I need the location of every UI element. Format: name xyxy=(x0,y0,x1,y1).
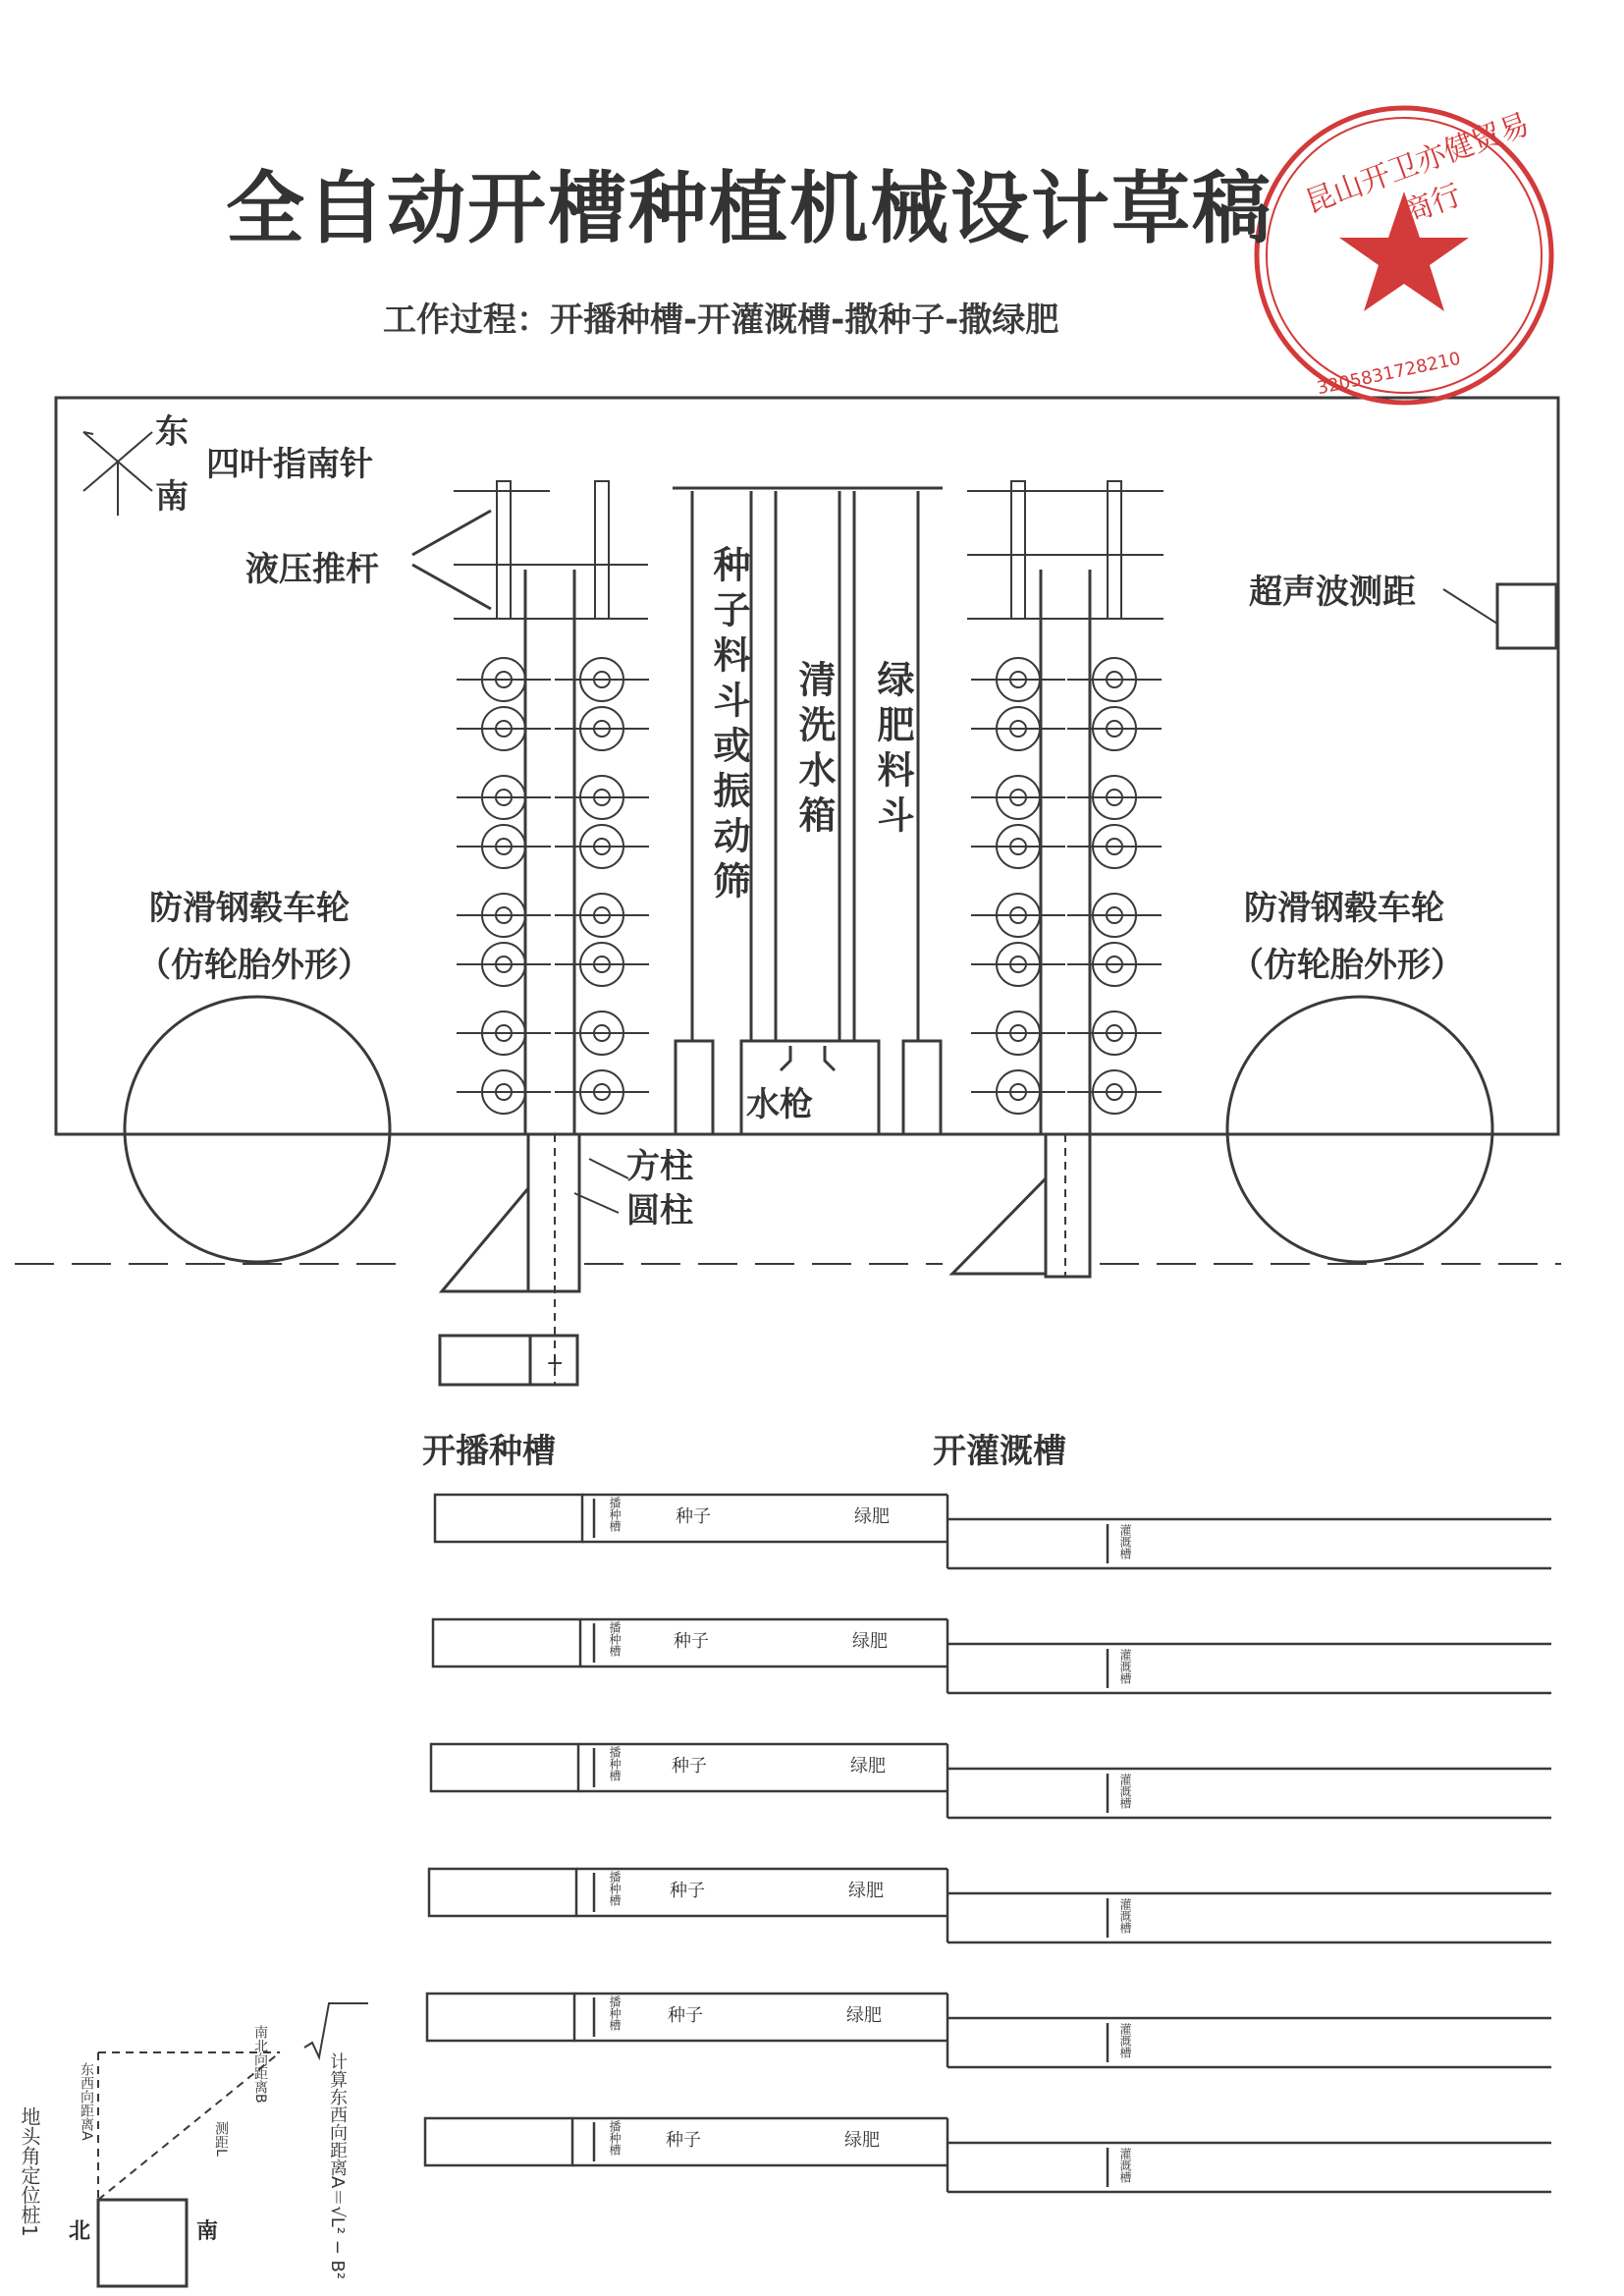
ns-distance-label: 南北向距离B xyxy=(252,2025,268,2104)
south-label: 南 xyxy=(196,2219,219,2244)
left-wheel-sublabel: （仿轮胎外形） xyxy=(137,946,371,985)
irrigation-depth-label: 灌溉槽 xyxy=(1118,1524,1132,1559)
trench-rows xyxy=(425,1495,1551,2192)
ultrasonic-label: 超声波测距 xyxy=(1249,573,1416,612)
seed-label: 种子 xyxy=(670,1881,705,1901)
page-title: 全自动开槽种植机械设计草稿 xyxy=(226,163,1272,254)
left-wheel-label: 防滑钢毂车轮 xyxy=(149,889,350,928)
fertilizer-label: 绿肥 xyxy=(852,1631,888,1652)
compass-icon xyxy=(83,432,152,516)
sow-trench-box xyxy=(433,1619,580,1667)
seed-label: 种子 xyxy=(676,1506,711,1527)
sow-trench-depth-label: 播种槽 xyxy=(608,2120,622,2156)
sow-trench-depth-label: 播种槽 xyxy=(608,1746,622,1781)
page-subtitle: 工作过程：开播种槽-开灌溉槽-撒种子-撒绿肥 xyxy=(383,301,1059,340)
square-post-label: 方柱 xyxy=(626,1147,693,1186)
sow-trench-box xyxy=(431,1744,578,1791)
left-wheel xyxy=(125,997,390,1262)
irrigation-depth-label: 灌溉槽 xyxy=(1118,1774,1132,1809)
sow-trench-depth-label: 播种槽 xyxy=(608,1995,622,2031)
hydraulic-label: 液压推杆 xyxy=(245,550,379,589)
sow-trench-box xyxy=(425,2118,572,2165)
seed-label: 种子 xyxy=(668,2005,703,2026)
irrigation-depth-label: 灌溉槽 xyxy=(1118,1898,1132,1934)
fertilizer-hopper-label: 绿肥料斗 xyxy=(871,660,914,841)
ultrasonic-sensor xyxy=(1497,584,1556,648)
compass-label: 四叶指南针 xyxy=(206,445,373,484)
fertilizer-label: 绿肥 xyxy=(844,2130,880,2151)
round-post-label: 圆柱 xyxy=(626,1191,693,1230)
sow-trench-depth-label: 播种槽 xyxy=(608,1621,622,1657)
irrigation-depth-label: 灌溉槽 xyxy=(1118,2148,1132,2183)
range-label: 测距L xyxy=(213,2121,229,2157)
north-label: 北 xyxy=(69,2219,91,2244)
irrigation-depth-label: 灌溉槽 xyxy=(1118,1649,1132,1684)
svg-text:+: + xyxy=(546,1351,565,1376)
right-wheel xyxy=(1227,997,1492,1262)
water-gun-label: 水枪 xyxy=(746,1085,813,1124)
right-wheel-label: 防滑钢毂车轮 xyxy=(1244,889,1444,928)
sow-trench-depth-label: 播种槽 xyxy=(608,1497,622,1532)
right-wheel-sublabel: （仿轮胎外形） xyxy=(1230,946,1464,985)
fertilizer-label: 绿肥 xyxy=(848,1881,884,1901)
sow-trench-box xyxy=(427,1994,574,2041)
seed-hopper-label: 种子料斗或振动筛 xyxy=(707,545,750,906)
sow-trench-depth-label: 播种槽 xyxy=(608,1871,622,1906)
sow-trench-box xyxy=(429,1869,576,1916)
compass-south-label: 南 xyxy=(155,477,189,517)
stamp-text: 昆山开卫亦健贸易商行 xyxy=(1300,107,1535,231)
irrigation-trench-heading: 开灌溉槽 xyxy=(933,1432,1066,1471)
seed-label: 种子 xyxy=(672,1756,707,1777)
seed-label: 种子 xyxy=(674,1631,709,1652)
water-tank-label: 清洗水箱 xyxy=(792,660,836,841)
ew-distance-label: 东西向距离A xyxy=(79,2062,94,2141)
right-post xyxy=(1046,1134,1090,1277)
fertilizer-label: 绿肥 xyxy=(854,1506,890,1527)
left-post xyxy=(528,1134,579,1291)
stamp-number: 3205831728210 xyxy=(1315,348,1463,400)
stake-label: 地头角定位桩1 xyxy=(18,2106,41,2237)
seed-label: 种子 xyxy=(666,2130,701,2151)
fertilizer-label: 绿肥 xyxy=(846,2005,882,2026)
fertilizer-label: 绿肥 xyxy=(850,1756,886,1777)
hydraulic-rods xyxy=(454,481,1164,619)
sow-trench-heading: 开播种槽 xyxy=(422,1432,556,1471)
irrigation-depth-label: 灌溉槽 xyxy=(1118,2023,1132,2058)
sow-trench-box xyxy=(435,1495,582,1542)
compass-east-label: 东 xyxy=(155,412,189,452)
formula-label: 计算东西向距离A＝√L² − B² xyxy=(327,2052,348,2280)
